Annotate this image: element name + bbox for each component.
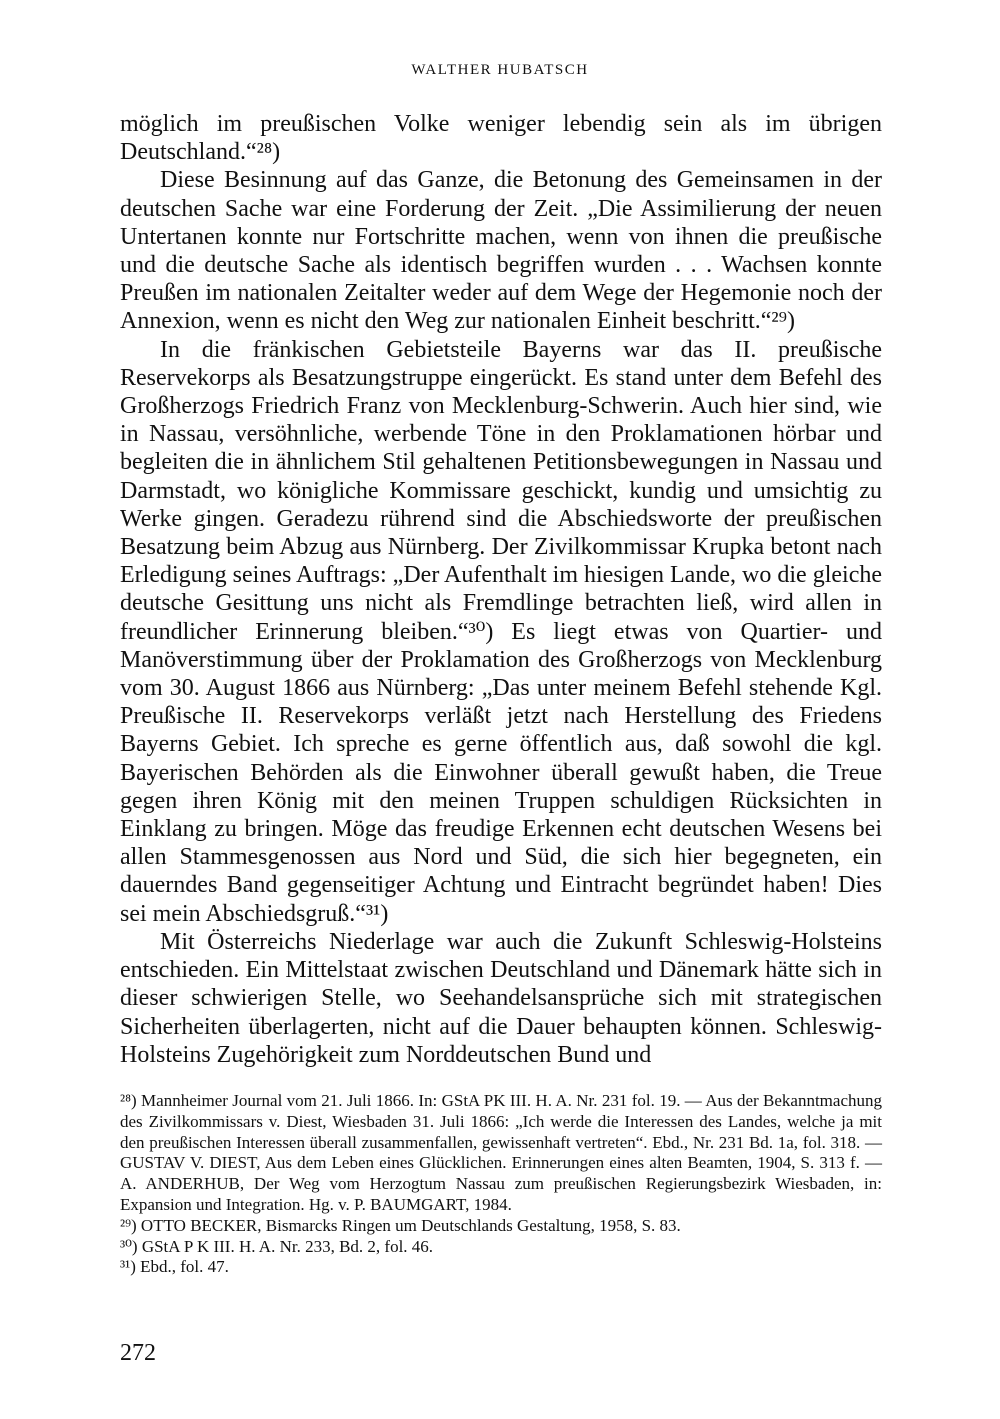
paragraph: Diese Besinnung auf das Ganze, die Betonung des Gemeinsamen in der deutschen Sache war eine Forderung der Zeit. „Die Assimilierung der neuen Untertanen konnte nur Fortschritte machen, wenn von ihnen die preußische und die deutsche Sache als identisch begriffen wurden . . . Wachsen konnte Preußen im nationalen Zeitalter weder auf dem Wege der Hegemonie noch der Annexion, wenn es nicht den Weg zur nationalen Einheit beschritt.“²⁹) [120,167,882,335]
paragraph: In die fränkischen Gebietsteile Bayerns war das II. preußische Reservekorps als Besatzungstruppe eingerückt. Es stand unter dem Befehl des Großherzogs Friedrich Franz von Mecklenburg-Schwerin. Auch hier sind, wie in Nassau, versöhnliche, werbende Töne in den Proklamationen hörbar und begleiten die in ähnlichem Stil gehaltenen Petitionsbewegungen in Nassau und Darmstadt, wo königliche Kommissare geschickt, kundig und umsichtig zu Werke gingen. Geradezu rührend sind die Abschiedsworte der preußischen Besatzung beim Abzug aus Nürnberg. Der Zivilkommissar Krupka betont nach Erledigung seines Auftrags: „Der Aufenthalt im hiesigen Lande, wo die gleiche deutsche Gesittung uns nicht als Fremdlinge betrachten ließ, wird allen in freundlicher Erinnerung bleiben.“³⁰) Es liegt etwas von Quartier- und Manöverstimmung über der Proklamation des Großherzogs von Mecklenburg vom 30. August 1866 aus Nürnberg: „Das unter meinem Befehl stehende Kgl. Preußische II. Reservekorps verläßt jetzt nach Herstellung des Friedens Bayerns Gebiet. Ich spreche es gerne öffentlich aus, daß sowohl die kgl. Bayerischen Behörden als die Einwohner überall gewußt haben, die Treue gegen ihren König mit den meinen Truppen schuldigen Rücksichten in Einklang zu bringen. Möge das freudige Erkennen echt deutschen Wesens bei allen Stammesgenossen aus Nord und Süd, die sich hier begegneten, ein dauerndes Band gegenseitiger Achtung und Eintracht begründet haben! Dies sei mein Abschiedsgruß.“³¹) [120,336,882,927]
footnotes [120,1091,882,1278]
footnote-30: ³⁰) GStA P K III. H. A. Nr. 233, Bd. 2, fol. 46. [120,1236,434,1256]
paragraph: Mit Österreichs Niederlage war auch die Zukunft Schleswig-Holsteins entschieden. Ein Mittelstaat zwischen Deutschland und Dänemark hätte sich in dieser schwierigen Stelle, wo Seehandelsansprüche sich mit strategischen Sicherheiten überlagerten, nicht auf die Dauer behaupten können. Schleswig-Holsteins Zugehörigkeit zum Norddeutschen Bund und [120,928,882,1068]
footnote-31: ³¹) Ebd., fol. 47. [120,1257,229,1277]
footnote-29: ²⁹) OTTO BECKER, Bismarcks Ringen um Deutschlands Gestaltung, 1958, S. 83. [120,1215,681,1235]
body-text [120,110,882,1069]
paragraph: möglich im preußischen Volke weniger lebendig sein als im übrigen Deutschland.“²⁸) [120,111,882,166]
footnote-28: ²⁸) Mannheimer Journal vom 21. Juli 1866. In: GStA PK III. H. A. Nr. 231 fol. 19. — Aus der Bekanntmachung des Zivilkommissars v. Diest, Wiesbaden 31. Juli 1866: „Ich werde die Interessen des Landes, welche ja mit den preußischen Interessen überall zusammenfallen, gewissenhaft vertreten“. Ebd., Nr. 231 Bd. 1a, fol. 318. — GUSTAV V. DIEST, Aus dem Leben eines Glücklichen. Erinnerungen eines alten Beamten, 1904, S. 313 f. — A. ANDERHUB, Der Weg vom Herzogtum Nassau zum preußischen Regierungsbezirk Wiesbaden, in: Expansion und Integration. Hg. v. P. BAUMGART, 1984. [120,1091,882,1214]
page-number: 272 [120,1340,156,1366]
running-head: WALTHER HUBATSCH [411,62,589,78]
